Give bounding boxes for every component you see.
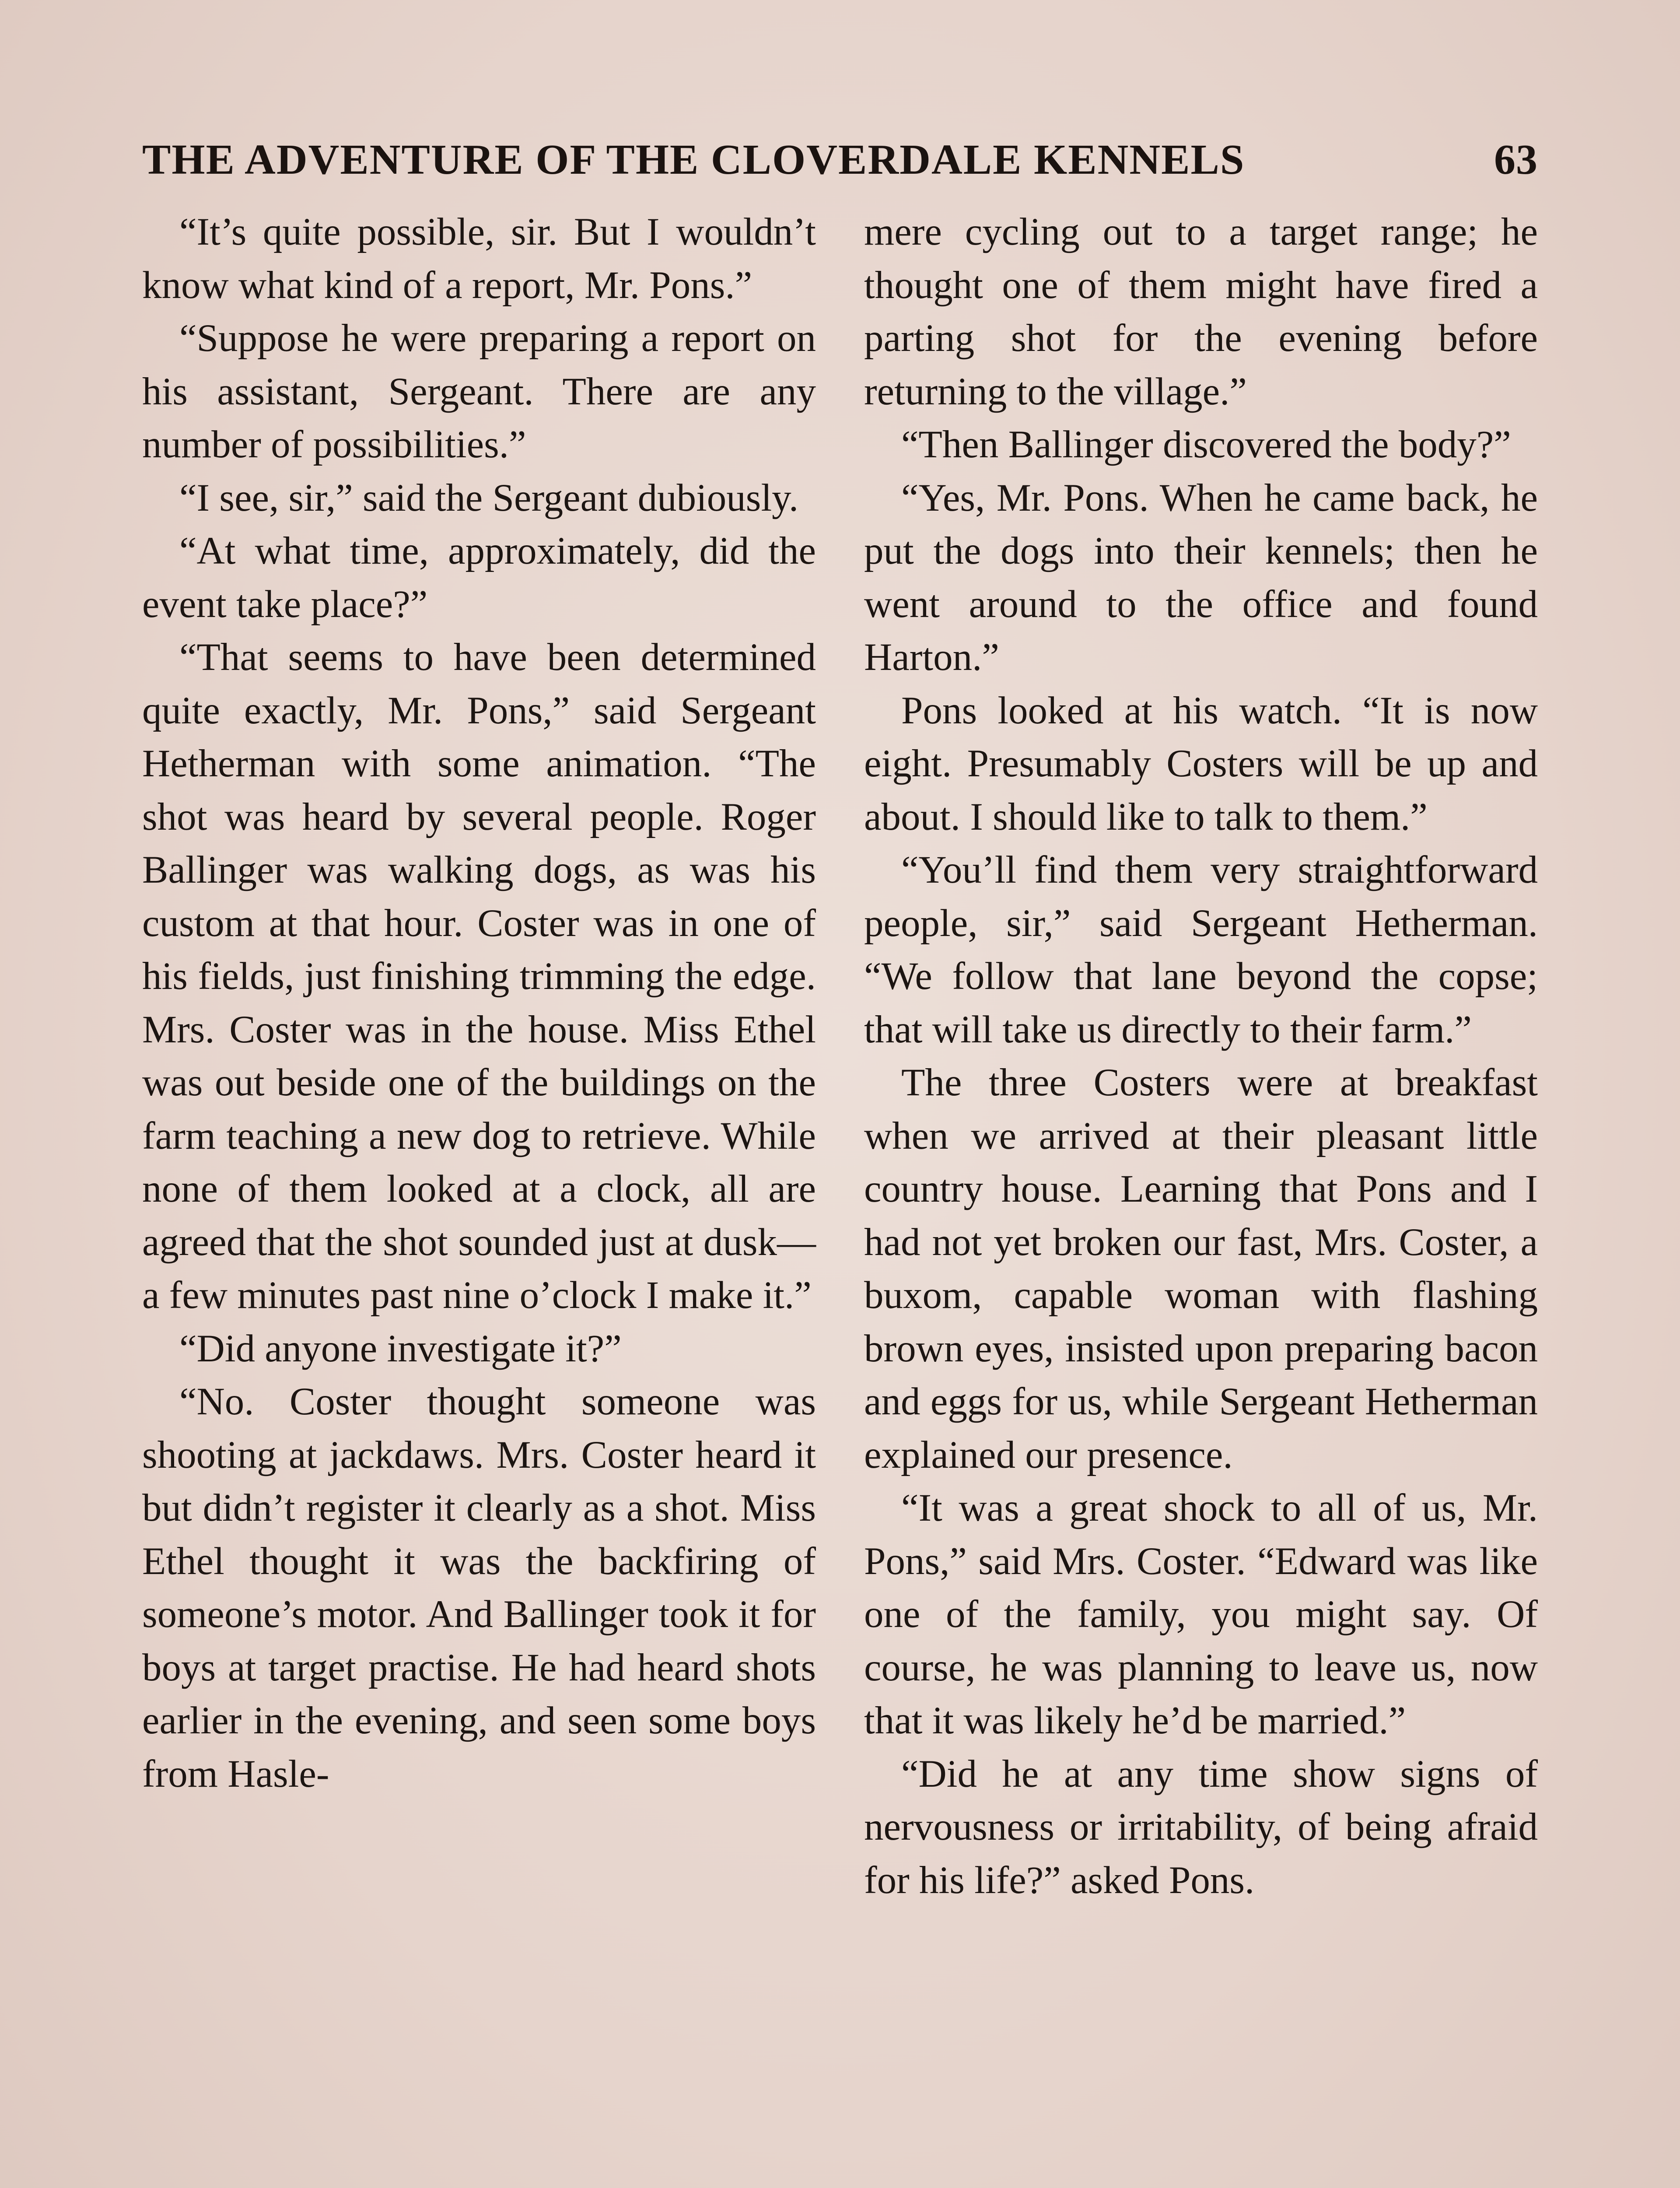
page-number: 63 — [1494, 136, 1538, 183]
paragraph: Pons looked at his watch. “It is now eight. Presumably Costers will be up and about. I should like to talk to them.” — [864, 689, 1538, 838]
paragraph: “Did he at any time show signs of nervousness or irritability, of being afraid for his life?” asked Pons. — [864, 1752, 1538, 1902]
paragraph: “No. Coster thought someone was shooting at jackdaws. Mrs. Coster heard it but didn’t register it clearly as a shot. Miss Ethel thought it was the backfiring of someone’s motor. And Ballinger took it for boys at target practise. He had heard shots earlier in the evening, and seen some boys from Hasle- — [142, 1380, 816, 1795]
running-head — [142, 127, 1538, 193]
paragraph-continuation: mere cycling out to a target range; he thought one of them might have fired a parting shot for the evening before returning to the village.” — [864, 210, 1538, 413]
right-column — [864, 206, 1538, 1907]
paragraph: “It was a great shock to all of us, Mr. Pons,” said Mrs. Coster. “Edward was like one of the family, you might say. Of course, he was planning to leave us, now that it was likely he’d be married.” — [864, 1487, 1538, 1742]
left-column — [142, 206, 816, 1801]
chapter-title: THE ADVENTURE OF THE CLOVERDALE KENNELS — [142, 136, 1245, 183]
paragraph: “At what time, approximately, did the event take place?” — [142, 529, 816, 626]
paragraph: “Did anyone investigate it?” — [179, 1327, 622, 1370]
paragraph: “Suppose he were preparing a report on his assistant, Sergeant. There are any number of possibilities.” — [142, 317, 816, 466]
paragraph: “Yes, Mr. Pons. When he came back, he put the dogs into their kennels; then he went around to the office and found Harton.” — [864, 476, 1538, 679]
paragraph: “That seems to have been determined quite exactly, Mr. Pons,” said Sergeant Hetherman with some animation. “The shot was heard by several people. Roger Ballinger was walking dogs, as was his custom at that hour. Coster was in one of his fields, just finishing trimming the edge. Mrs. Coster was in the house. Miss Ethel was out beside one of the buildings on the farm teaching a new dog to retrieve. While none of them looked at a clock, all are agreed that the shot sounded just at dusk—a few minutes past nine o’clock I make it.” — [142, 636, 816, 1317]
paragraph: “It’s quite possible, sir. But I wouldn’t know what kind of a report, Mr. Pons.” — [142, 210, 816, 307]
paragraph: “I see, sir,” said the Sergeant dubiously. — [179, 476, 799, 519]
paragraph: “You’ll find them very straightforward people, sir,” said Sergeant Hetherman. “We follow that lane beyond the copse; that will take us directly to their farm.” — [864, 849, 1538, 1051]
paragraph: The three Costers were at breakfast when we arrived at their pleasant little country house. Learning that Pons and I had not yet broken our fast, Mrs. Coster, a buxom, capable woman with flashing brown eyes, insisted upon preparing bacon and eggs for us, while Sergeant Hetherman explained our presence. — [864, 1061, 1538, 1476]
paragraph: “Then Ballinger discovered the body?” — [901, 423, 1511, 466]
